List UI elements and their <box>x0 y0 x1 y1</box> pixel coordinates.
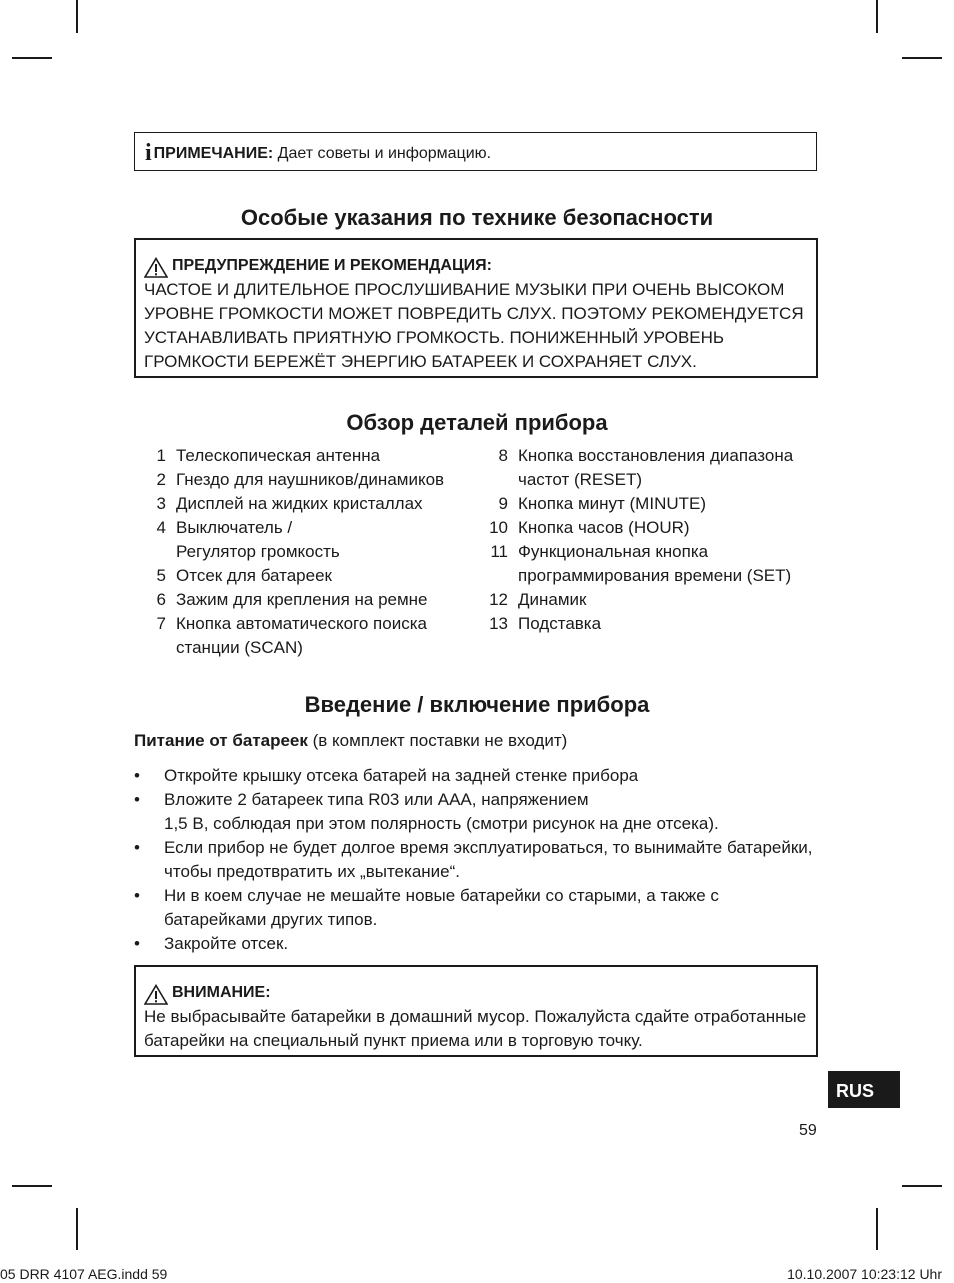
warning-header <box>144 254 808 278</box>
note-text: Дает советы и информацию. <box>273 145 492 162</box>
battery-subhead-bold: Питание от батареек <box>134 731 308 750</box>
part-item-2 <box>134 468 474 492</box>
crop-mark <box>902 57 942 59</box>
part-item-1 <box>134 444 474 468</box>
list-item-text: Закройте отсек. <box>164 934 289 953</box>
bullet-icon: • <box>134 766 140 785</box>
part-text: Кнопка минут (MINUTE) <box>518 494 707 513</box>
warning-label: ПРЕДУПРЕЖДЕНИЕ И РЕКОМЕНДАЦИЯ: <box>172 257 492 274</box>
part-number: 1 <box>156 446 166 465</box>
page-number: 59 <box>799 1122 817 1139</box>
caution-header <box>144 981 808 1005</box>
part-item-11 <box>476 540 826 588</box>
note-label: ПРИМЕЧАНИЕ: <box>153 145 274 162</box>
list-item-text: Откройте крышку отсека батарей на задней стенке прибора <box>164 766 639 785</box>
caution-label: ВНИМАНИЕ: <box>172 984 271 1001</box>
footer-timestamp: 10.10.2007 10:23:12 Uhr <box>787 1266 942 1282</box>
list-item-text: Ни в коем случае не мешайте новые батарейки со старыми, а также с батарейками других типов. <box>164 886 719 929</box>
part-text: Динамик <box>518 590 587 609</box>
part-text: Гнездо для наушников/динамиков <box>176 470 445 489</box>
language-tab: RUS <box>828 1071 900 1108</box>
safety-title: Особые указания по технике безопасности <box>240 205 714 230</box>
part-item-12 <box>476 588 826 612</box>
list-item <box>134 932 824 956</box>
part-text: Кнопка часов (HOUR) <box>518 518 690 537</box>
list-item-text: Вложите 2 батареек типа R03 или AAA, напряжением 1,5 В, соблюдая при этом полярность (смотри рисунок на дне отсека). <box>164 790 719 833</box>
part-text: Подставка <box>518 614 602 633</box>
part-number: 5 <box>156 566 166 585</box>
part-text: Выключатель / Регулятор громкость <box>176 518 340 561</box>
part-item-13 <box>476 612 826 636</box>
parts-title: Обзор деталей прибора <box>346 410 608 435</box>
note-box <box>134 132 817 171</box>
part-number: 4 <box>156 518 166 537</box>
bullet-icon: • <box>134 790 140 809</box>
warning-text: ЧАСТОЕ И ДЛИТЕЛЬНОЕ ПРОСЛУШИВАНИЕ МУЗЫКИ ПРИ ОЧЕНЬ ВЫСОКОМ УРОВНЕ ГРОМКОСТИ МОЖЕТ ПОВРЕДИТЬ СЛУХ. ПОЭТОМУ РЕКОМЕНДУЕТСЯ УСТАНАВЛИВАТЬ ПРИЯТНУЮ ГРОМКОСТЬ. ПОНИЖЕННЫЙ УРОВЕНЬ ГРОМКОСТИ БЕРЕЖЁТ ЭНЕРГИЮ БАТАРЕЕК И СОХРАНЯЕТ СЛУХ. <box>144 280 804 371</box>
part-text: Зажим для крепления на ремне <box>176 590 428 609</box>
crop-mark <box>876 0 878 33</box>
list-item-text: Если прибор не будет долгое время эксплуатироваться, то вынимайте батарейки, чтобы предотвратить их „вытекание“. <box>164 838 813 881</box>
part-number: 2 <box>156 470 166 489</box>
caution-box <box>134 965 818 1057</box>
part-item-6 <box>134 588 474 612</box>
part-number: 7 <box>156 614 166 633</box>
part-item-4 <box>134 516 474 564</box>
part-item-5 <box>134 564 474 588</box>
part-item-7 <box>134 612 474 660</box>
part-item-3 <box>134 492 474 516</box>
part-number: 10 <box>489 518 508 537</box>
part-number: 13 <box>489 614 508 633</box>
list-item <box>134 884 824 932</box>
part-number: 3 <box>156 494 166 513</box>
part-number: 9 <box>498 494 508 513</box>
crop-mark <box>876 1208 878 1250</box>
part-item-9 <box>476 492 826 516</box>
crop-mark <box>902 1185 942 1187</box>
part-text: Отсек для батареек <box>176 566 332 585</box>
bullet-icon: • <box>134 886 140 905</box>
caution-text: Не выбрасывайте батарейки в домашний мусор. Пожалуйста сдайте отработанные батарейки на специальный пункт приема или в торговую точку. <box>144 1007 807 1050</box>
part-item-10 <box>476 516 826 540</box>
part-text: Кнопка восстановления диапазона частот (RESET) <box>518 446 794 489</box>
crop-mark <box>76 1208 78 1250</box>
info-icon: i <box>145 140 152 166</box>
battery-subhead <box>134 731 567 751</box>
bullet-icon: • <box>134 838 140 857</box>
part-number: 8 <box>498 446 508 465</box>
bullet-icon: • <box>134 934 140 953</box>
list-item <box>134 764 824 788</box>
part-text: Кнопка автоматического поиска станции (SCAN) <box>176 614 427 657</box>
crop-mark <box>12 1185 52 1187</box>
battery-subhead-rest: (в комплект поставки не входит) <box>307 731 568 750</box>
part-number: 6 <box>156 590 166 609</box>
footer-file-info: 05 DRR 4107 AEG.indd 59 <box>0 1266 168 1282</box>
warning-triangle-icon <box>144 257 168 278</box>
warning-triangle-icon <box>144 984 168 1005</box>
part-text: Функциональная кнопка программирования времени (SET) <box>518 542 792 585</box>
part-text: Дисплей на жидких кристаллах <box>176 494 423 513</box>
parts-list-left <box>134 444 474 660</box>
intro-title: Введение / включение прибора <box>304 692 650 717</box>
list-item <box>134 788 824 836</box>
part-number: 12 <box>489 590 508 609</box>
list-item <box>134 836 824 884</box>
parts-list-right <box>476 444 826 636</box>
note-line <box>145 140 492 166</box>
crop-mark <box>12 57 52 59</box>
warning-box <box>134 238 818 378</box>
part-number: 11 <box>490 542 508 561</box>
battery-instructions <box>134 764 824 956</box>
part-item-8 <box>476 444 826 492</box>
crop-mark <box>76 0 78 33</box>
part-text: Телескопическая антенна <box>176 446 381 465</box>
